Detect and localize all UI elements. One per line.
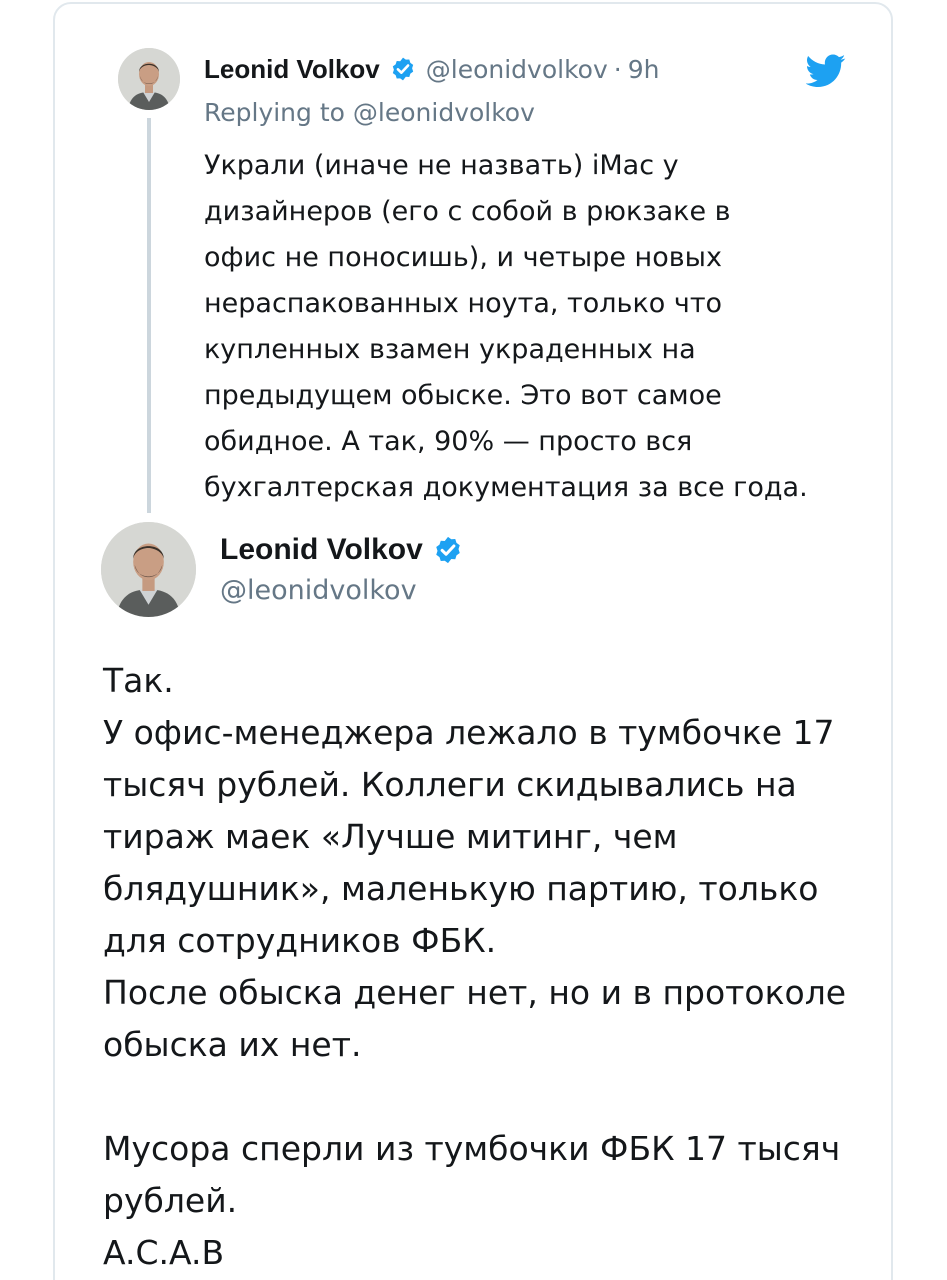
verified-badge-icon <box>390 56 416 82</box>
reply-text-line: офис не поносишь), и четыре новых <box>204 242 722 273</box>
main-text-line: Так. <box>103 661 174 700</box>
main-text-line: A.C.A.B <box>103 1233 225 1272</box>
avatar-photo-icon <box>118 48 180 110</box>
thread-connector-line <box>147 118 151 513</box>
reply-text-line: дизайнеров (его с собой в рюкзаке в <box>204 196 731 227</box>
replying-to-mention[interactable]: @leonidvolkov <box>352 98 535 127</box>
main-author-name[interactable]: Leonid Volkov <box>220 533 423 566</box>
main-text-line: обыска их нет. <box>103 1025 362 1064</box>
reply-text-line: нераспакованных ноута, только что <box>204 288 723 319</box>
main-text-line: рублей. <box>103 1181 238 1220</box>
reply-text-line: Украли (иначе не назвать) iMac у <box>204 150 679 181</box>
main-tweet-header <box>220 530 463 570</box>
main-tweet-text <box>103 655 883 1279</box>
main-text-line: тираж маек «Лучше митинг, чем <box>103 817 678 856</box>
main-author-handle[interactable]: @leonidvolkov <box>220 575 417 606</box>
reply-author-handle[interactable]: @leonidvolkov <box>425 54 608 84</box>
reply-text-line: предыдущем обыске. Это вот самое <box>204 380 722 411</box>
avatar-photo-icon <box>101 522 196 617</box>
main-text-line: блядушник», маленькую партию, только <box>103 869 819 908</box>
reply-timestamp[interactable]: 9h <box>627 54 660 84</box>
reply-author-avatar[interactable] <box>118 48 180 110</box>
main-text-line: тысяч рублей. Коллеги скидывались на <box>103 765 797 804</box>
reply-text-line: бухгалтерская документация за все года. <box>204 472 808 503</box>
reply-tweet-header <box>204 50 659 88</box>
reply-text-line: обидное. А так, 90% — просто вся <box>204 426 693 457</box>
replying-to-prefix: Replying to <box>204 98 345 127</box>
reply-author-name[interactable]: Leonid Volkov <box>204 53 380 84</box>
replying-to-line <box>204 98 535 127</box>
main-text-line: У офис-менеджера лежало в тумбочке 17 <box>103 713 835 752</box>
twitter-bird-icon[interactable] <box>806 54 846 88</box>
main-text-line: для сотрудников ФБК. <box>103 921 497 960</box>
reply-text-line: купленных взамен украденных на <box>204 334 696 365</box>
main-text-line: Мусора сперли из тумбочки ФБК 17 тысяч <box>103 1129 841 1168</box>
main-author-avatar[interactable] <box>101 522 196 617</box>
verified-badge-icon <box>433 535 463 565</box>
dot-separator: · <box>613 54 622 84</box>
reply-tweet-text <box>204 143 864 511</box>
main-text-line: После обыска денег нет, но и в протоколе <box>103 973 847 1012</box>
main-text-blank-line <box>103 1071 883 1123</box>
